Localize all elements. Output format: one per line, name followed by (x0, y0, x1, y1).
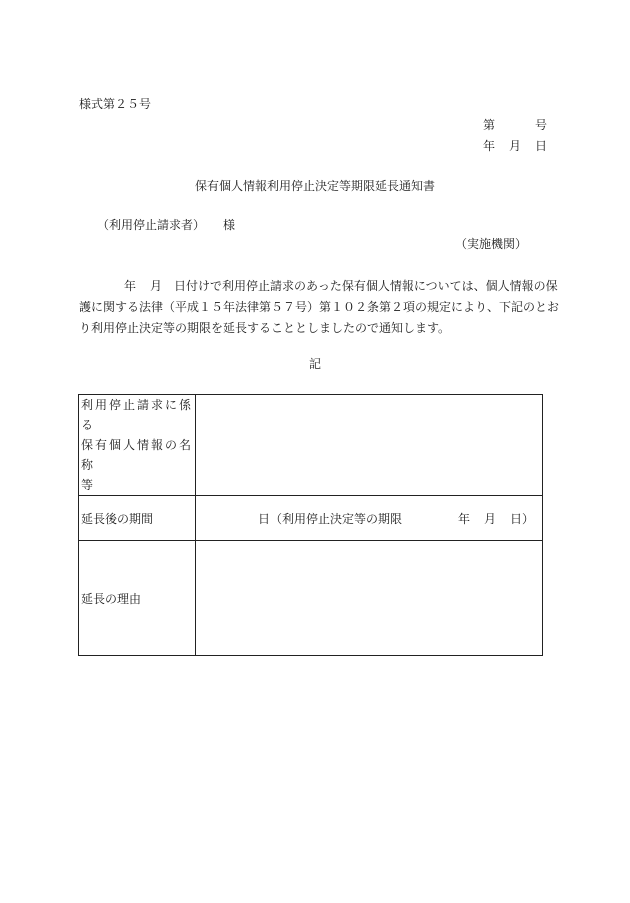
body-month: 月 (150, 279, 163, 293)
label-line: 等 (81, 478, 94, 492)
label-line: 利用停止請求に係る (81, 398, 194, 432)
detail-table (78, 394, 543, 656)
table-row (79, 496, 543, 541)
document-number-line (483, 119, 547, 131)
extended-period-field[interactable] (196, 496, 543, 541)
extension-reason-field[interactable] (196, 541, 543, 656)
extended-year: 年 (458, 511, 471, 526)
addressee-label: （利用停止請求者） (97, 218, 206, 232)
body-line-1 (79, 276, 558, 297)
date-month: 月 (509, 139, 522, 153)
extension-reason-label: 延長の理由 (79, 541, 196, 656)
personal-info-name-field[interactable] (196, 395, 543, 496)
issuing-agency: （実施機関） (455, 237, 528, 251)
notice-body (79, 276, 560, 339)
addressee-line (97, 219, 235, 231)
extended-day: 日） (510, 511, 535, 526)
personal-info-name-label (79, 395, 196, 496)
number-suffix: 号 (535, 118, 548, 132)
table-row (79, 541, 543, 656)
body-line-2: 護に関する法律（平成１５年法律第５７号）第１０２条第２項の規定により、下記のとお (79, 300, 560, 314)
extended-period-prefix: 日（利用停止決定等の期限 (258, 511, 403, 526)
body-line-3: り利用停止決定等の期限を延長することとしましたので通知します。 (79, 321, 451, 335)
date-day: 日 (535, 139, 548, 153)
extended-month: 月 (484, 511, 497, 526)
label-line: 保有個人情報の名称 (81, 438, 194, 472)
form-number: 様式第２５号 (79, 97, 152, 111)
body-line-1-text: 日付けで利用停止請求のあった保有個人情報については、個人情報の保 (174, 279, 558, 293)
extended-period-label: 延長後の期間 (79, 496, 196, 541)
issue-date-line (483, 140, 547, 152)
body-year: 年 (124, 279, 137, 293)
document-title: 保有個人情報利用停止決定等期限延長通知書 (194, 179, 435, 193)
ki-heading: 記 (308, 357, 321, 371)
addressee-honorific: 様 (223, 218, 236, 232)
number-prefix: 第 (483, 118, 496, 132)
table-row (79, 395, 543, 496)
date-year: 年 (483, 139, 496, 153)
